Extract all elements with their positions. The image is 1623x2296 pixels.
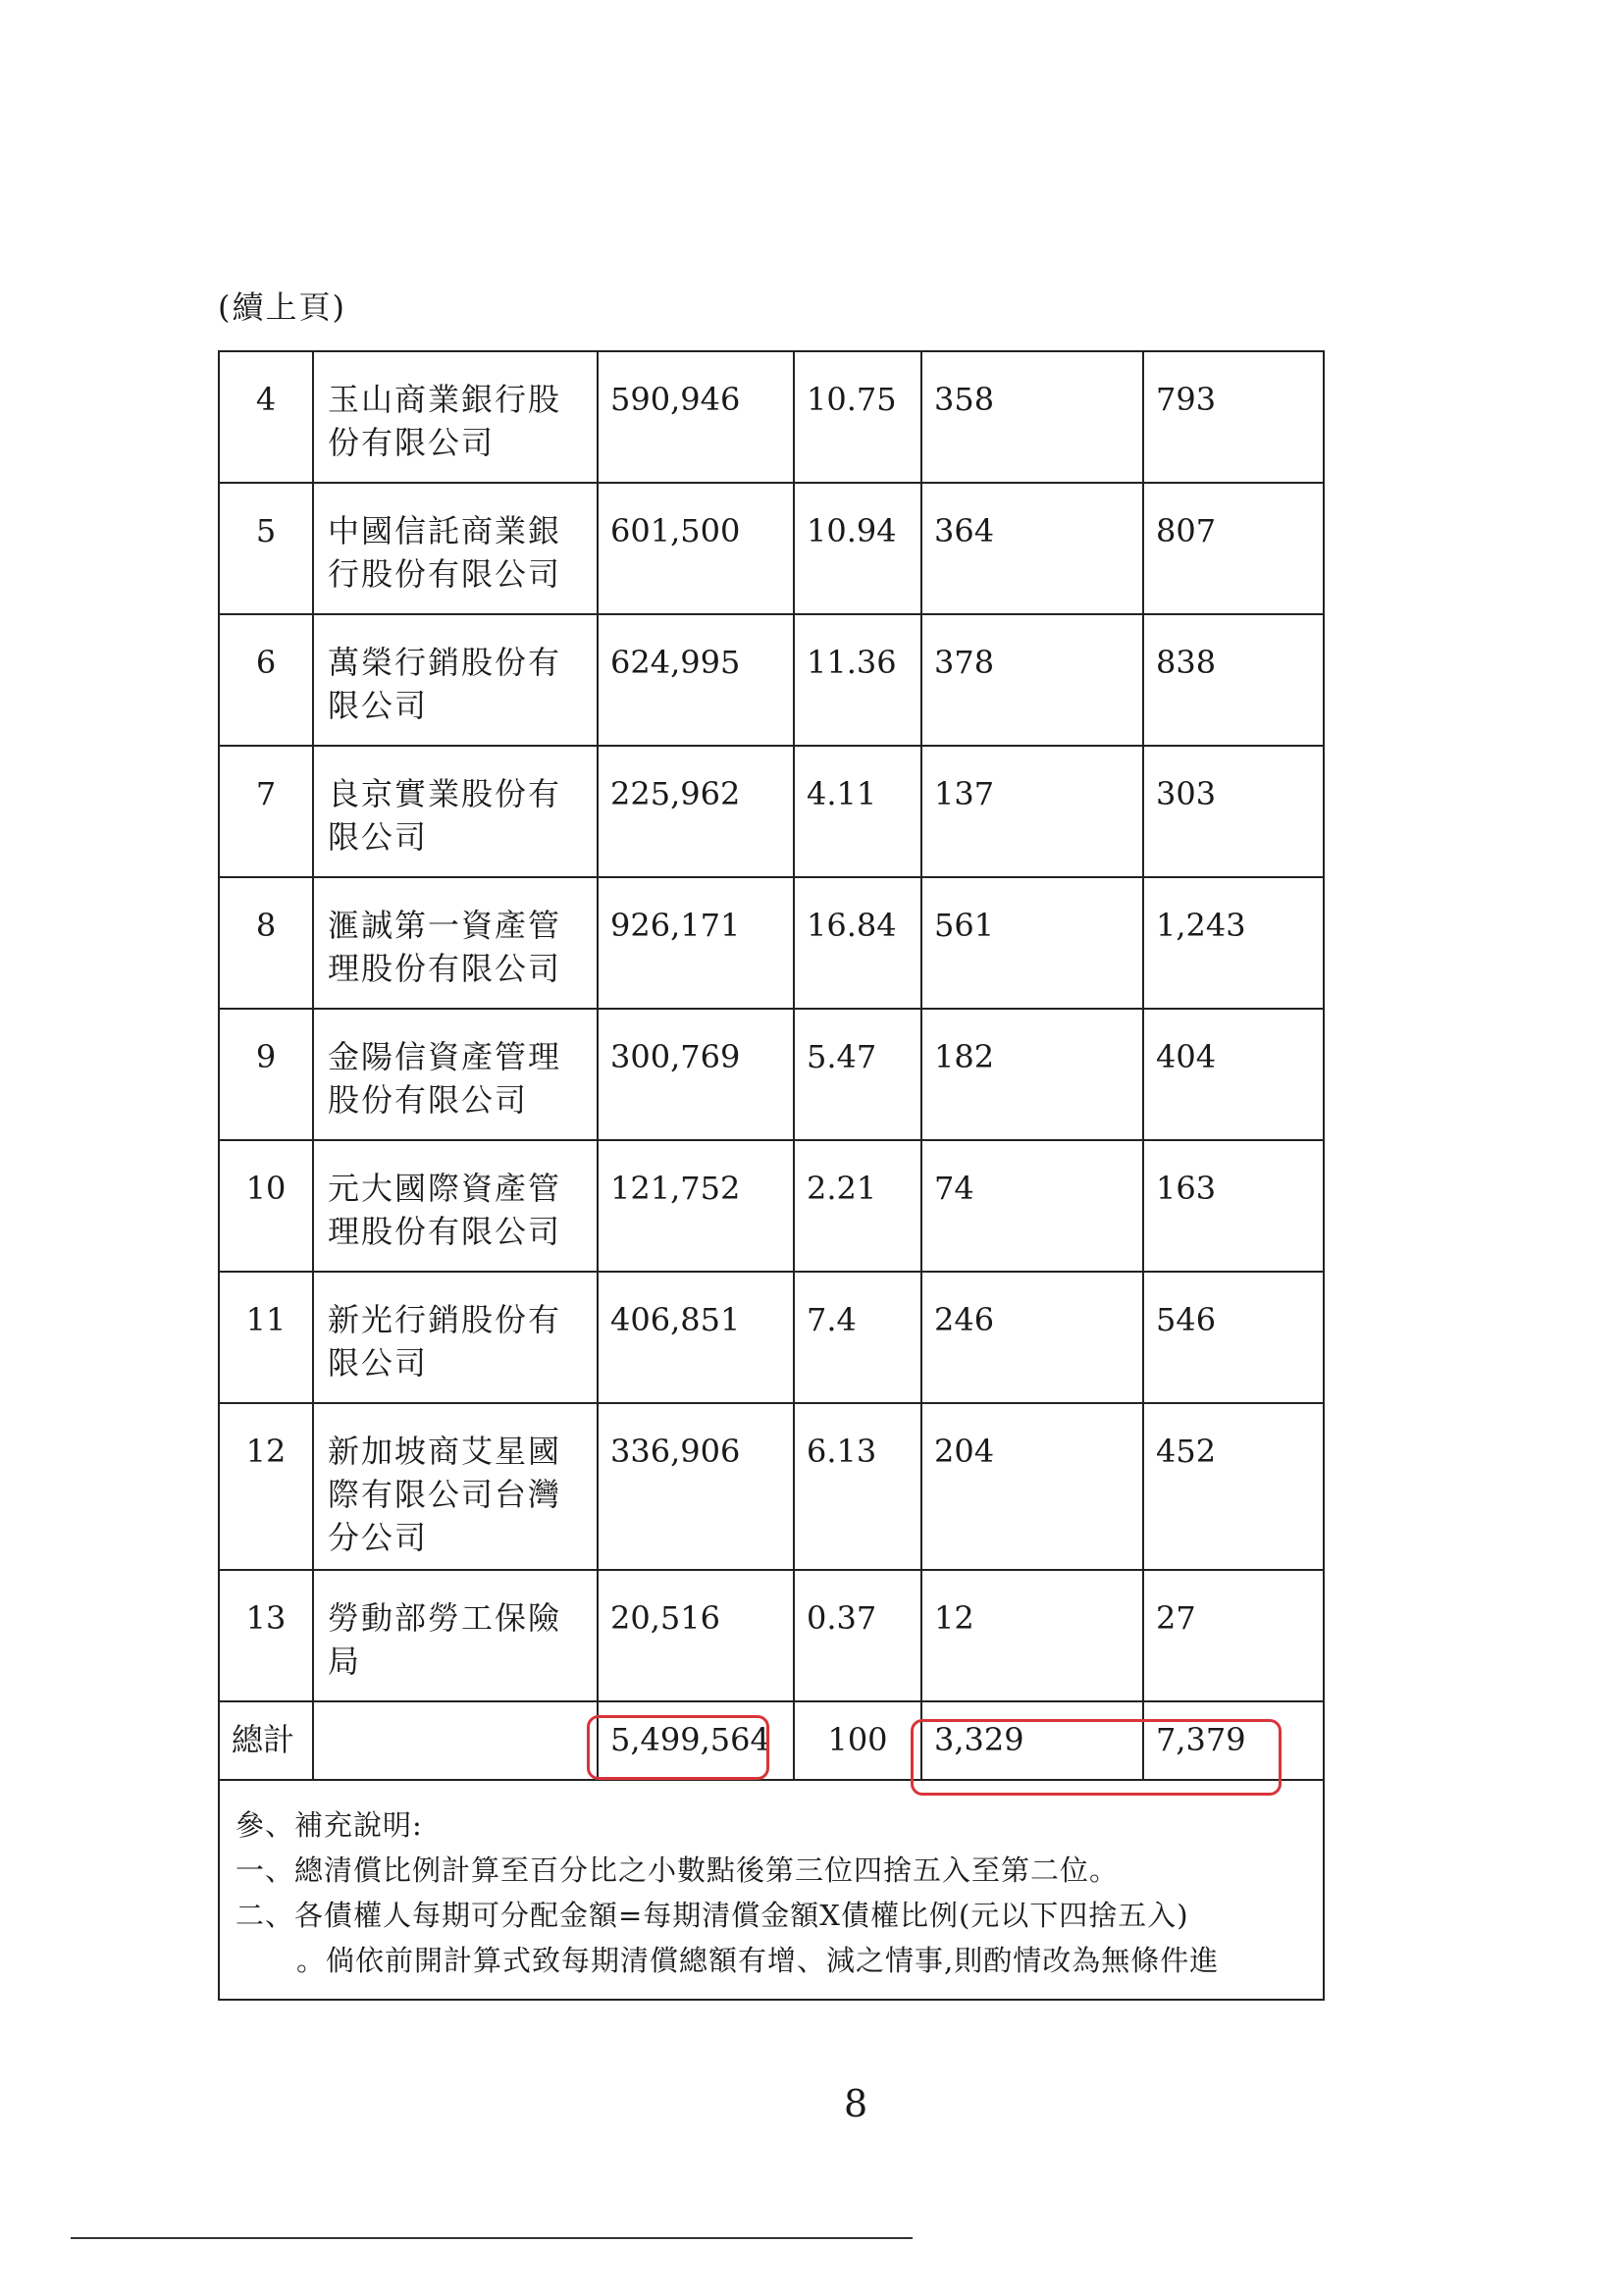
page-number: 8 [844,2082,868,2125]
creditor-name: 新加坡商艾星國際有限公司台灣分公司 [313,1403,598,1570]
total-distribution-a: 3,329 [921,1701,1143,1780]
row-number: 10 [219,1140,313,1272]
creditor-name: 滙誠第一資產管理股份有限公司 [313,877,598,1009]
repayment-ratio: 16.84 [794,877,921,1009]
highlight-total-distribution [911,1719,1282,1796]
table-row [219,1272,1324,1403]
claim-amount: 601,500 [598,483,794,614]
table-row [219,877,1324,1009]
notes-title: 參、補充說明: [236,1808,423,1842]
row-number: 8 [219,877,313,1009]
table-row [219,483,1324,614]
table-row [219,1403,1324,1570]
repayment-ratio: 7.4 [794,1272,921,1403]
total-ratio: 100 [794,1701,921,1780]
repayment-ratio: 2.21 [794,1140,921,1272]
distribution-value-b: 546 [1143,1272,1324,1403]
distribution-value-a: 561 [921,877,1143,1009]
claim-amount: 590,946 [598,351,794,483]
total-name-empty [313,1701,598,1780]
continuation-label: (續上頁) [218,288,346,326]
creditor-name: 萬榮行銷股份有限公司 [313,614,598,746]
row-number: 4 [219,351,313,483]
distribution-value-a: 378 [921,614,1143,746]
row-number: 9 [219,1009,313,1140]
distribution-value-a: 182 [921,1009,1143,1140]
total-distribution-b: 7,379 [1143,1701,1324,1780]
repayment-ratio: 0.37 [794,1570,921,1701]
total-label: 總計 [219,1701,313,1780]
row-number: 7 [219,746,313,877]
claim-amount: 225,962 [598,746,794,877]
table-row [219,1140,1324,1272]
creditor-name: 中國信託商業銀行股份有限公司 [313,483,598,614]
distribution-value-a: 358 [921,351,1143,483]
distribution-value-b: 27 [1143,1570,1324,1701]
creditor-name: 玉山商業銀行股份有限公司 [313,351,598,483]
table-row [219,1570,1324,1701]
distribution-value-b: 303 [1143,746,1324,877]
note-line-2: 二、各債權人每期可分配金額=每期清償金額X債權比例(元以下四捨五入) [236,1899,1189,1932]
creditor-name: 良京實業股份有限公司 [313,746,598,877]
claim-amount: 20,516 [598,1570,794,1701]
claim-amount: 336,906 [598,1403,794,1570]
row-number: 13 [219,1570,313,1701]
distribution-value-b: 793 [1143,351,1324,483]
note-line-3: 。倘依前開計算式致每期清償總額有增、減之情事,則酌情改為無條件進 [296,1944,1220,1977]
table-row [219,614,1324,746]
footer-rule [71,2237,913,2239]
distribution-value-b: 404 [1143,1009,1324,1140]
distribution-value-b: 1,243 [1143,877,1324,1009]
claim-amount: 300,769 [598,1009,794,1140]
distribution-value-b: 807 [1143,483,1324,614]
row-number: 12 [219,1403,313,1570]
repayment-ratio: 6.13 [794,1403,921,1570]
creditor-name: 新光行銷股份有限公司 [313,1272,598,1403]
distribution-value-b: 163 [1143,1140,1324,1272]
highlight-total-claim [587,1715,769,1780]
total-claim: 5,499,564 [598,1701,794,1780]
claim-amount: 406,851 [598,1272,794,1403]
row-number: 6 [219,614,313,746]
repayment-ratio: 10.75 [794,351,921,483]
distribution-value-a: 204 [921,1403,1143,1570]
claim-amount: 926,171 [598,877,794,1009]
distribution-value-b: 838 [1143,614,1324,746]
row-number: 5 [219,483,313,614]
distribution-value-a: 364 [921,483,1143,614]
notes-row [219,1780,1324,2000]
distribution-value-a: 246 [921,1272,1143,1403]
creditor-name: 勞動部勞工保險局 [313,1570,598,1701]
table-row [219,351,1324,483]
distribution-value-a: 74 [921,1140,1143,1272]
repayment-ratio: 11.36 [794,614,921,746]
distribution-value-b: 452 [1143,1403,1324,1570]
row-number: 11 [219,1272,313,1403]
distribution-value-a: 12 [921,1570,1143,1701]
supplementary-notes [219,1780,1324,2000]
table-row [219,1009,1324,1140]
claim-amount: 624,995 [598,614,794,746]
claim-amount: 121,752 [598,1140,794,1272]
distribution-value-a: 137 [921,746,1143,877]
creditor-name: 元大國際資產管理股份有限公司 [313,1140,598,1272]
table-row [219,746,1324,877]
creditor-name: 金陽信資產管理股份有限公司 [313,1009,598,1140]
repayment-ratio: 4.11 [794,746,921,877]
repayment-ratio: 5.47 [794,1009,921,1140]
repayment-ratio: 10.94 [794,483,921,614]
note-line-1: 一、總清償比例計算至百分比之小數點後第三位四捨五入至第二位。 [236,1853,1120,1887]
